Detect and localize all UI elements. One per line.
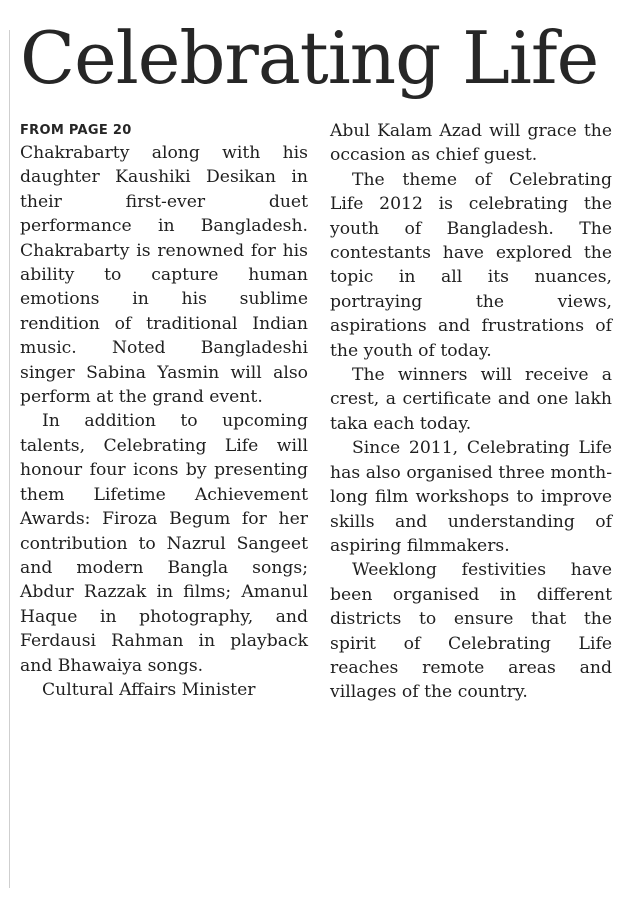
paragraph: Chakrabarty along with his daughter Kaushiki Desikan in their first-ever duet performance in Bangladesh. Chakrabarty is renowned for his ability to capture human emotions in his sublime rendition of traditional Indian music. Noted Bangladeshi singer Sabina Yasmin will also perform at the grand event. [20,143,308,408]
paragraph: Cultural Affairs Minister [42,679,256,700]
paragraph: In addition to upcoming talents, Celebrating Life will honour four icons by presenting them Lifetime Achievement Awards: Firoza Begum for her contribution to Nazrul Sangeet and modern Bangla songs; Abdur Razzak in films; Amanul Haque in photography, and Ferdausi Rahman in playback and Bhawaiya songs. [20,411,308,676]
right-column [330,119,612,705]
paragraph: Weeklong festivities have been organised in different districts to ensure that the spirit of Celebrating Life reaches remote areas and villages of the country. [330,560,612,703]
paragraph: Abul Kalam Azad will grace the occasion as chief guest. [330,121,612,166]
left-column [20,141,308,702]
paragraph: Since 2011, Celebrating Life has also organised three month-long film workshops to improve skills and understanding of aspiring filmmakers. [330,438,612,556]
paragraph: The winners will receive a crest, a certificate and one lakh taka each today. [330,365,612,434]
continuation-label: FROM PAGE 20 [20,123,132,138]
column-rule [9,30,10,888]
headline: Celebrating Life [20,16,599,100]
paragraph: The theme of Celebrating Life 2012 is celebrating the youth of Bangladesh. The contestants have explored the topic in all its nuances, portraying the views, aspirations and frustrations of the youth of today. [330,169,612,361]
